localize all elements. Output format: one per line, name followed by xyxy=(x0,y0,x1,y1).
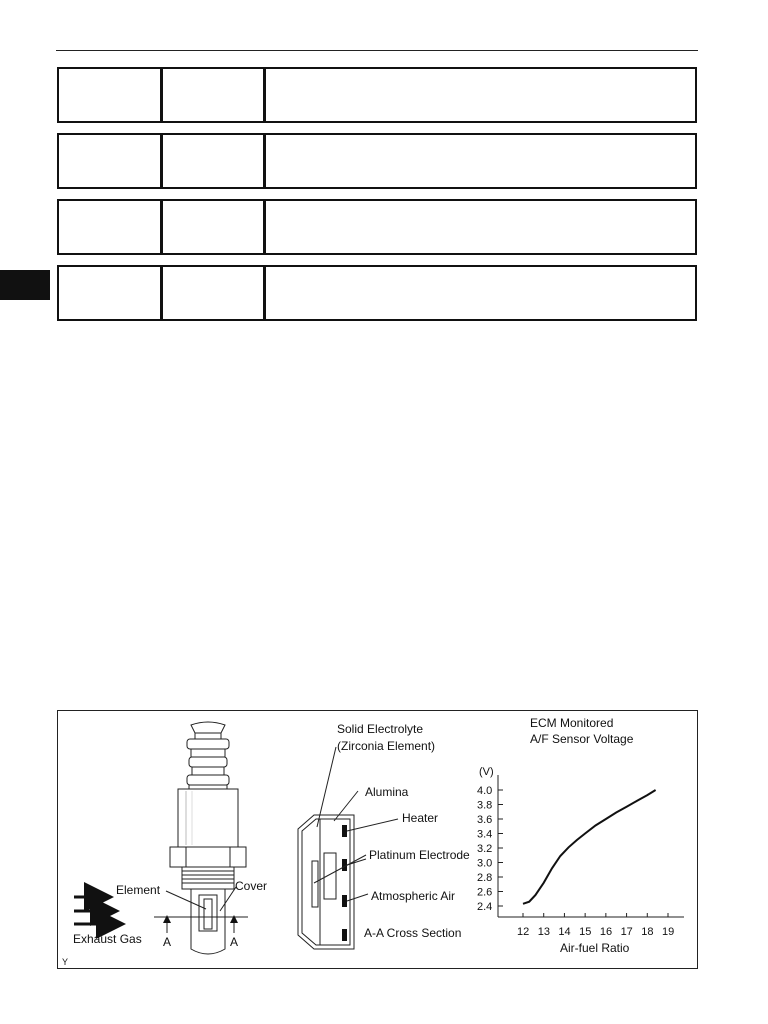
y-tick-label: 3.2 xyxy=(477,843,493,855)
exhaust-gas-label: Exhaust Gas xyxy=(73,932,142,946)
series-line xyxy=(523,790,656,904)
y-tick-label: 3.6 xyxy=(477,814,493,826)
chart-title: ECM Monitored xyxy=(530,716,614,730)
table-row xyxy=(57,67,697,123)
cross-section-drawing xyxy=(298,815,354,949)
x-axis-label: Air-fuel Ratio xyxy=(560,941,630,955)
table-cell xyxy=(59,201,163,253)
cross-section-caption: A-A Cross Section xyxy=(364,926,462,940)
cover-label: Cover xyxy=(235,879,268,893)
figure-svg xyxy=(58,711,699,970)
table-cell xyxy=(163,267,266,319)
corner-mark: Y xyxy=(62,957,69,967)
x-tick-label: 19 xyxy=(662,926,675,938)
solid-electrolyte-label: Solid Electrolyte xyxy=(337,722,424,736)
y-tick-label: 2.6 xyxy=(477,886,493,899)
atmospheric-air-label: Atmospheric Air xyxy=(371,889,456,903)
section-mark-left: A xyxy=(163,935,172,949)
y-tick-label: 2.8 xyxy=(477,872,493,884)
section-mark-right: A xyxy=(230,935,239,949)
exhaust-gas-arrows xyxy=(74,897,120,924)
y-tick-label: 2.4 xyxy=(477,901,493,913)
platinum-electrode-label: Platinum Electrode xyxy=(369,848,470,862)
chart-subtitle: A/F Sensor Voltage xyxy=(530,732,634,746)
x-tick-label: 13 xyxy=(537,926,550,938)
table-cell xyxy=(59,69,163,121)
table-cell xyxy=(163,135,266,187)
header-rule xyxy=(56,50,698,51)
af-voltage-chart xyxy=(477,716,684,955)
zirconia-element-label: (Zirconia Element) xyxy=(337,739,436,753)
y-tick-label: 3.0 xyxy=(477,857,493,870)
table-row xyxy=(57,199,697,255)
table-cell xyxy=(59,267,163,319)
y-axis-unit: (V) xyxy=(479,766,494,778)
y-tick-label: 3.4 xyxy=(477,828,493,841)
heater-label: Heater xyxy=(402,811,439,825)
table-row xyxy=(57,133,697,189)
x-tick-label: 15 xyxy=(579,926,592,938)
table-cell xyxy=(163,69,266,121)
af-sensor-figure xyxy=(57,710,698,969)
x-tick-label: 14 xyxy=(558,926,571,938)
table-row xyxy=(57,265,697,321)
af-sensor-drawing xyxy=(170,722,246,954)
x-tick-label: 16 xyxy=(599,926,613,938)
section-tab-marker xyxy=(0,270,50,300)
x-tick-label: 18 xyxy=(641,926,654,938)
table-cell xyxy=(163,201,266,253)
element-label: Element xyxy=(116,883,161,897)
table-cell xyxy=(59,135,163,187)
x-tick-label: 17 xyxy=(620,926,633,938)
y-tick-label: 3.8 xyxy=(477,799,493,812)
y-tick-label: 4.0 xyxy=(477,785,493,797)
alumina-label: Alumina xyxy=(365,785,409,799)
x-tick-label: 12 xyxy=(517,926,530,938)
y-ticks xyxy=(477,785,503,913)
